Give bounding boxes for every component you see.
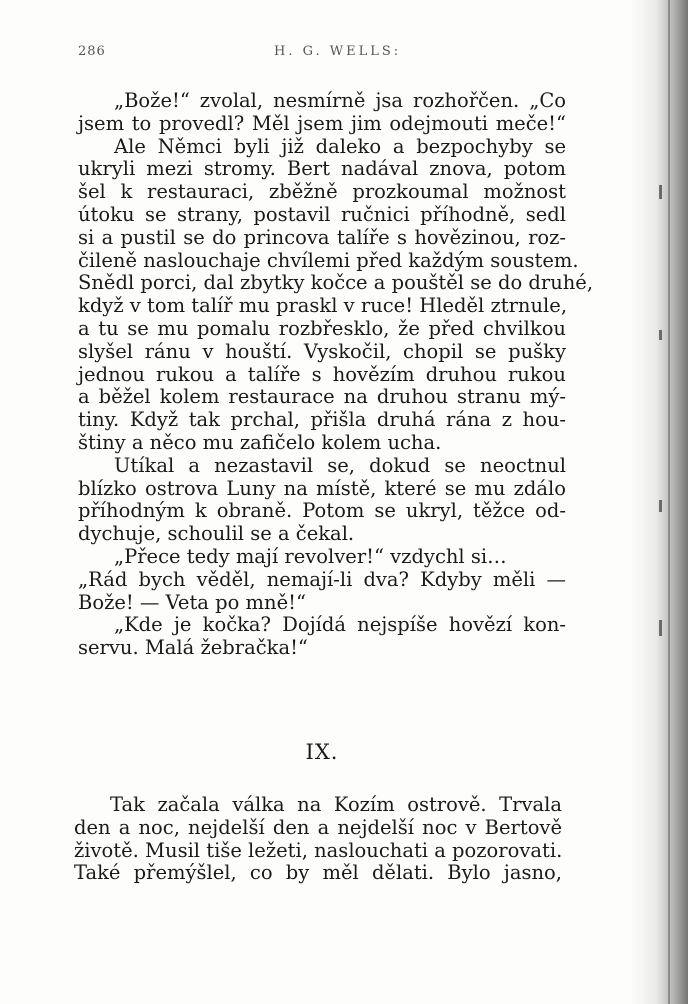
text-line: čileně naslouchaje chvílemi před každým soustem. (78, 248, 579, 272)
text-line: „Rád bych věděl, nemají-li dva? Kdyby měli — (78, 567, 566, 591)
scan-mark (659, 330, 662, 340)
text-line: tiny. Když tak prchal, přišla druhá rána z hou- (78, 408, 566, 432)
text-line: Také přemýšlel, co by měl dělati. Bylo jasno, (74, 861, 562, 885)
page-edge-line (668, 0, 670, 1004)
text-line: „Přece tedy mají revolver!“ vzdychl si… (114, 544, 507, 568)
text-line: když v tom talíř mu praskl v ruce! Hleděl ztrnule, (78, 294, 568, 318)
scan-mark (659, 620, 662, 636)
page-number: 286 (78, 44, 106, 59)
text-line: slyšel ránu v houští. Vyskočil, chopil se pušky (78, 339, 566, 363)
scan-mark (659, 185, 662, 199)
text-line: „Kde je kočka? Dojídá nejspíše hovězí kon- (114, 613, 566, 637)
scan-mark (659, 500, 662, 512)
text-line: dychuje, schoulil se a čekal. (78, 522, 355, 546)
text-line: a běžel kolem restaurace na druhou stranu mý- (78, 385, 566, 409)
text-line: jsem to provedl? Měl jsem jim odejmouti meče!“ (78, 111, 566, 135)
text-line: Ale Němci byli již daleko a bezpochyby se (114, 134, 566, 158)
text-line: a tu se mu pomalu rozbřesklo, že před chvilkou (78, 316, 566, 340)
body-text (78, 89, 594, 660)
text-line: příhodným k obraně. Potom se ukryl, těžce od- (78, 499, 566, 523)
text-line: servu. Malá žebračka!“ (78, 636, 308, 660)
text-line: útoku se strany, postavil ručnici příhodně, sedl (78, 202, 566, 226)
text-line: ukryli mezi stromy. Bert nadával znova, potom (78, 157, 566, 181)
text-line: den a noc, nejdelší den a nejdelší noc v Bertově (74, 815, 562, 839)
text-line: Snědl porci, dal zbytky kočce a pouštěl se do druhé, (78, 271, 594, 295)
text-line: Bože! — Veta po mně!“ (78, 590, 306, 614)
text-line: šel k restauraci, zběžně prozkoumal možnost (78, 180, 566, 204)
text-line: životě. Musil tiše ležeti, naslouchati a pozorovati. (74, 838, 563, 862)
text-line: Tak začala válka na Kozím ostrově. Trvala (110, 793, 562, 816)
text-line: „Bože!“ zvolal, nesmírně jsa rozhořčen. „Co (114, 89, 566, 112)
text-line: jednou rukou a talíře s hovězím druhou rukou (78, 362, 566, 386)
chapter-text (74, 794, 562, 885)
running-title: H. G. WELLS: (274, 44, 402, 59)
chapter-heading: IX. (305, 740, 339, 764)
text-line: Utíkal a nezastavil se, dokud se neoctnul (114, 453, 566, 477)
text-line: si a pustil se do princova talíře s hovězinou, roz- (78, 225, 566, 249)
text-line: štiny a něco mu zafičelo kolem ucha. (78, 430, 442, 454)
page-header (78, 44, 578, 66)
text-line: blízko ostrova Luny na místě, které se mu zdálo (78, 476, 566, 500)
